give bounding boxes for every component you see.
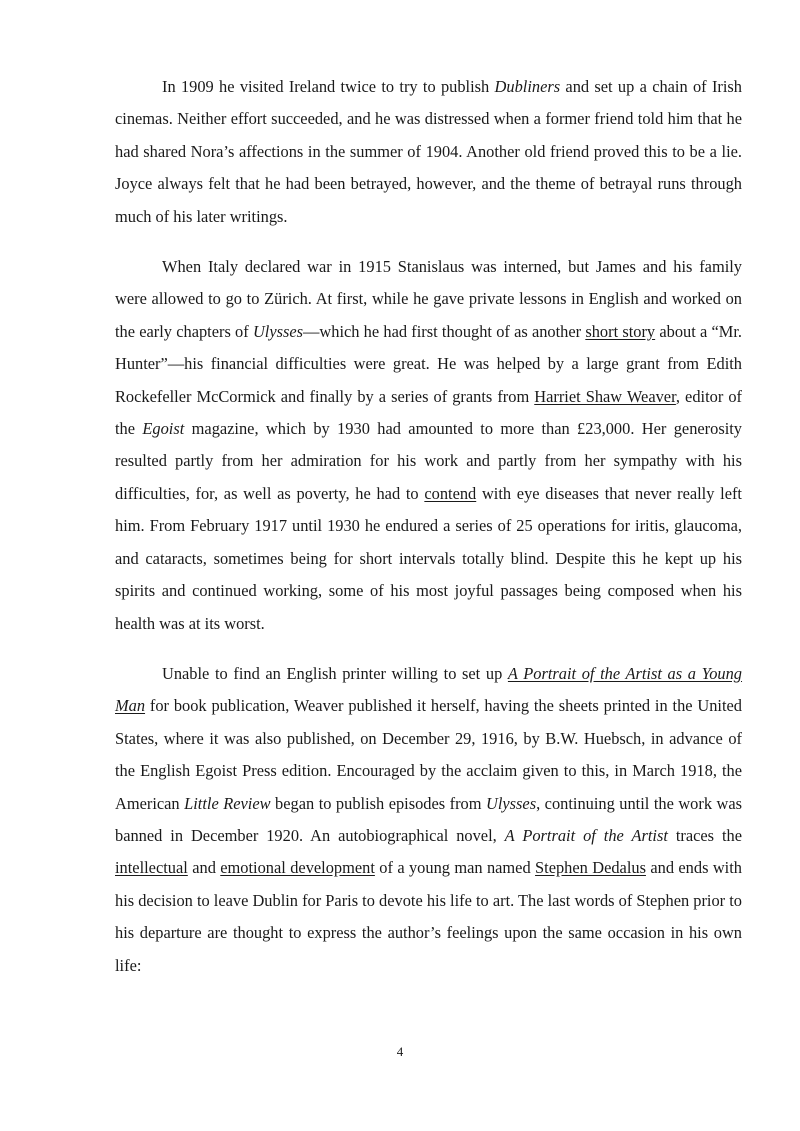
italic-title-little-review: Little Review — [184, 793, 271, 813]
text-run: began to publish episodes from — [270, 793, 486, 813]
text-run: In 1909 he visited Ireland twice to try to publish — [162, 77, 495, 96]
text-run: magazine, which by 1930 had amounted to more than £23,000. Her generosity resulted partly from her admiration for his work and partly from her sympathy with his difficulties, for, as well as poverty, he had to — [115, 419, 743, 503]
italic-title-dubliners: Dubliners — [494, 77, 561, 96]
text-run: Unable to find an English printer willing to set up — [162, 663, 508, 683]
link-stephen-dedalus[interactable]: Stephen Dedalus — [535, 858, 646, 878]
text-run: , editor of the — [115, 386, 742, 439]
text-run: , continuing until the work was banned in December 1920. An autobiographical novel, — [115, 793, 743, 845]
text-run: and ends with his decision to leave Dublin for Paris to devote his life to art. The last words of Stephen prior to his departure are thought to express the author’s feelings upon the same occasion in his own life: — [115, 858, 742, 975]
link-harriet-shaw-weaver[interactable]: Harriet Shaw Weaver — [534, 386, 676, 406]
link-emotional-development[interactable]: emotional development — [220, 858, 375, 878]
italic-title-ulysses: Ulysses — [252, 321, 304, 341]
document-page — [115, 71, 742, 1000]
text-run: and — [187, 858, 221, 878]
paragraph-2 — [115, 251, 742, 640]
text-run: with eye diseases that never really left him. From February 1917 until 1930 he endured a series of 25 operations for iritis, glaucoma, and cataracts, sometimes being for short intervals totally blind. Despite this he kept up his spirits and continued working, some of his most joyful passages being composed when his health was at its worst. — [115, 483, 742, 633]
italic-title-portrait-short: A Portrait of the Artist — [504, 825, 668, 845]
link-a-portrait-of-the-artist[interactable]: A Portrait of the Artist as a Young Man — [115, 663, 743, 716]
paragraph-1 — [115, 71, 742, 233]
text-run: about a “Mr. Hunter”—his financial difficulties were great. He was helped by a large grant from Edith Rockefeller McCormick and finally by a series of grants from — [115, 321, 743, 406]
text-run: and set up a chain of Irish cinemas. Neither effort succeeded, and he was distressed when a former friend told him that he had shared Nora’s affections in the summer of 1904. Another old friend proved this to be a lie. Joyce always felt that he had been betrayed, however, and the theme of betrayal runs through much of his later writings. — [115, 77, 742, 226]
page-number: 4 — [396, 1044, 404, 1059]
italic-title-egoist: Egoist — [142, 419, 185, 439]
link-contend[interactable]: contend — [424, 483, 477, 503]
italic-title-ulysses: Ulysses — [486, 793, 537, 813]
link-intellectual[interactable]: intellectual — [115, 858, 188, 878]
paragraph-3 — [115, 658, 742, 982]
text-run: traces the — [667, 825, 743, 845]
text-run: When Italy declared war in 1915 Stanislaus was interned, but James and his family were allowed to go to Zürich. At first, while he gave private lessons in English and worked on the early chapters of — [115, 257, 742, 341]
link-short-story[interactable]: short story — [585, 321, 656, 341]
text-run: —which he had first thought of as another — [303, 321, 586, 341]
text-run: of a young man named — [374, 858, 536, 878]
text-run: for book publication, Weaver published it herself, having the sheets printed in the United States, where it was also published, on December 29, 1916, by B.W. Huebsch, in advance of the English Egoist Press edition. Encouraged by the acclaim given to this, in March 1918, the American — [115, 696, 742, 813]
